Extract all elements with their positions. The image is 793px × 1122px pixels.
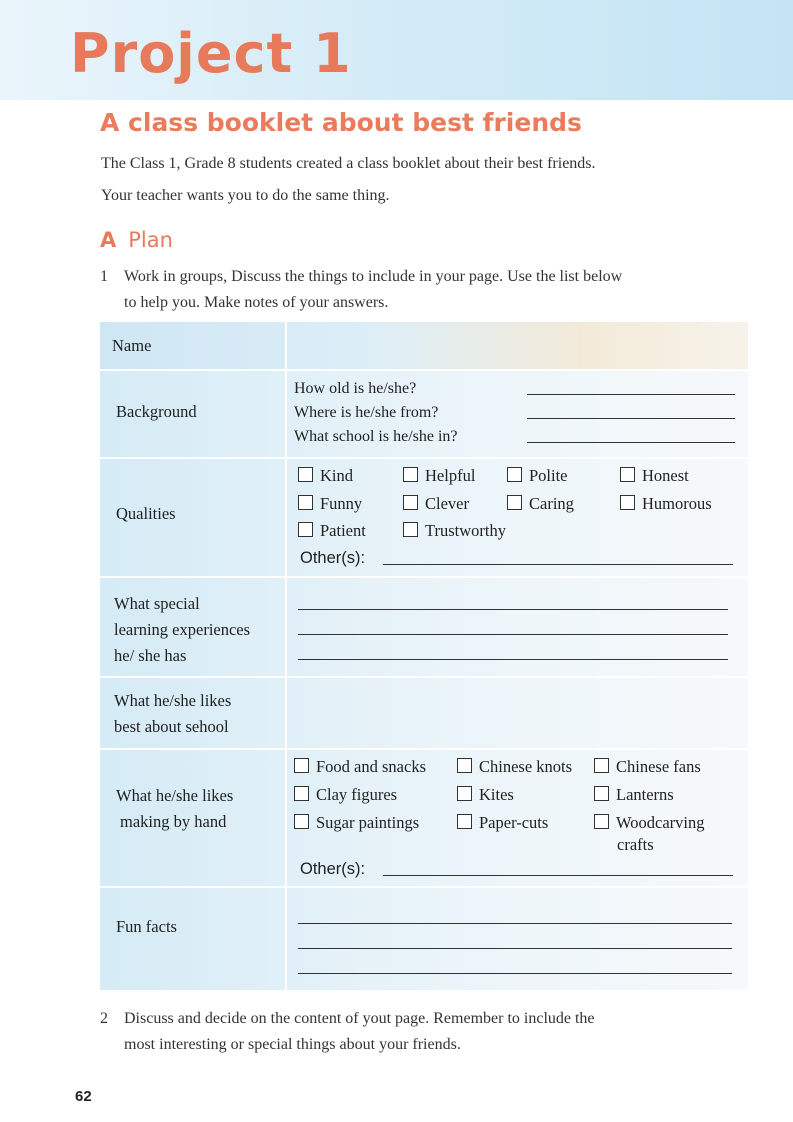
checkbox-box[interactable] (403, 467, 418, 482)
likes-school-label-1: What he/she likes (114, 691, 232, 710)
answer-line[interactable] (298, 634, 728, 635)
plan-table (100, 322, 748, 990)
answer-line[interactable] (527, 442, 735, 443)
making-other-line[interactable] (383, 875, 733, 876)
checkbox-patient[interactable]: Patient (298, 521, 366, 541)
name-label: Name (112, 336, 152, 355)
checkbox-lanterns[interactable]: Lanterns (594, 785, 674, 805)
intro-line-1: The Class 1, Grade 8 students created a class booklet about their best friends. (101, 155, 596, 172)
checkbox-box[interactable] (620, 467, 635, 482)
answer-line[interactable] (298, 973, 732, 974)
checkbox-chinese-fans[interactable]: Chinese fans (594, 757, 701, 777)
checkbox-box[interactable] (457, 758, 472, 773)
qualities-label: Qualities (116, 504, 176, 523)
checkbox-box[interactable] (594, 786, 609, 801)
checkbox-clay-figures[interactable]: Clay figures (294, 785, 397, 805)
making-other-label: Other(s): (300, 860, 366, 878)
answer-line[interactable] (298, 659, 728, 660)
learning-label-3: he/ she has (114, 646, 187, 665)
checkbox-box[interactable] (298, 467, 313, 482)
checkbox-sugar-paintings[interactable]: Sugar paintings (294, 813, 419, 833)
answer-line[interactable] (298, 609, 728, 610)
checkbox-box[interactable] (294, 758, 309, 773)
page-number: 62 (75, 1088, 92, 1105)
checkbox-kites[interactable]: Kites (457, 785, 514, 805)
background-label: Background (116, 402, 197, 421)
checkbox-food-snacks[interactable]: Food and snacks (294, 757, 426, 777)
answer-line[interactable] (527, 394, 735, 395)
question-age: How old is he/she? (294, 380, 417, 397)
checkbox-trustworthy[interactable]: Trustworthy (403, 521, 506, 541)
checkbox-box[interactable] (294, 786, 309, 801)
instruction-line: Discuss and decide on the content of yout page. Remember to include the (124, 1010, 595, 1027)
row-divider (100, 457, 748, 459)
section-title: Plan (128, 228, 173, 252)
row-divider (100, 369, 748, 371)
checkbox-box[interactable] (507, 467, 522, 482)
section-a-heading (100, 228, 173, 252)
answer-line[interactable] (298, 923, 732, 924)
learning-label-2: learning experiences (114, 620, 251, 639)
checkbox-clever[interactable]: Clever (403, 494, 469, 514)
learning-label-1: What special (114, 594, 200, 613)
row-divider (100, 576, 748, 578)
checkbox-helpful[interactable]: Helpful (403, 466, 475, 486)
checkbox-box[interactable] (457, 786, 472, 801)
checkbox-box[interactable] (507, 495, 522, 510)
qualities-other-label: Other(s): (300, 549, 366, 567)
checkbox-box[interactable] (594, 814, 609, 829)
fun-facts-label: Fun facts (116, 917, 177, 936)
section-letter: A (100, 228, 117, 252)
project-subtitle: A class booklet about best friends (100, 108, 582, 137)
checkbox-box[interactable] (298, 495, 313, 510)
checkbox-woodcarving[interactable]: Woodcarving (594, 813, 704, 833)
answer-line[interactable] (298, 948, 732, 949)
instruction-number: 1 (100, 268, 108, 285)
checkbox-box[interactable] (594, 758, 609, 773)
row-divider (100, 886, 748, 888)
instruction-number: 2 (100, 1010, 108, 1027)
project-title: Project 1 (70, 22, 352, 85)
question-from: Where is he/she from? (294, 404, 439, 421)
checkbox-box[interactable] (403, 522, 418, 537)
qualities-other-line[interactable] (383, 564, 733, 565)
answer-line[interactable] (527, 418, 735, 419)
name-row-band (100, 322, 748, 370)
instruction-line: to help you. Make notes of your answers. (124, 294, 389, 311)
checkbox-box[interactable] (298, 522, 313, 537)
likes-school-label-2: best about sehool (114, 717, 229, 736)
checkbox-paper-cuts[interactable]: Paper-cuts (457, 813, 548, 833)
instruction-2 (100, 1006, 750, 1058)
checkbox-polite[interactable]: Polite (507, 466, 568, 486)
checkbox-kind[interactable]: Kind (298, 466, 353, 486)
checkbox-box[interactable] (457, 814, 472, 829)
checkbox-funny[interactable]: Funny (298, 494, 362, 514)
checkbox-box[interactable] (620, 495, 635, 510)
instruction-1 (100, 264, 750, 316)
checkbox-chinese-knots[interactable]: Chinese knots (457, 757, 572, 777)
instruction-line: most interesting or special things about your friends. (124, 1036, 461, 1053)
checkbox-honest[interactable]: Honest (620, 466, 689, 486)
woodcarving-crafts-text: crafts (617, 835, 654, 854)
row-divider (100, 748, 748, 750)
making-label-2: making by hand (120, 812, 227, 831)
checkbox-humorous[interactable]: Humorous (620, 494, 712, 514)
checkbox-box[interactable] (403, 495, 418, 510)
making-label-1: What he/she likes (116, 786, 234, 805)
row-divider (100, 676, 748, 678)
intro-line-2: Your teacher wants you to do the same thing. (101, 187, 390, 204)
instruction-line: Work in groups, Discuss the things to include in your page. Use the list below (124, 268, 623, 285)
column-divider (285, 322, 287, 990)
question-school: What school is he/she in? (294, 428, 458, 445)
checkbox-box[interactable] (294, 814, 309, 829)
checkbox-caring[interactable]: Caring (507, 494, 574, 514)
